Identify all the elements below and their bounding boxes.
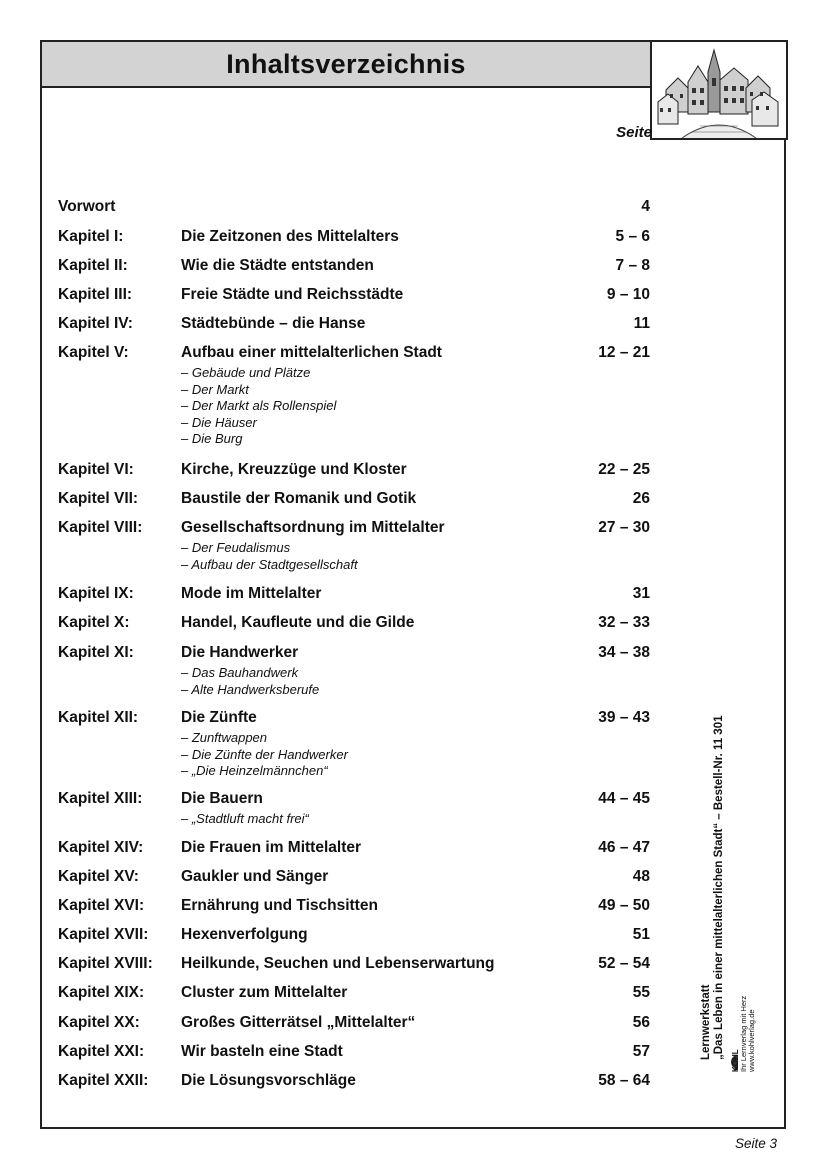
- toc-subtopic: – Der Feudalismus: [181, 540, 291, 555]
- toc-entry-pages: 39 – 43: [598, 709, 650, 726]
- toc-subtopic: – Die Burg: [181, 431, 243, 447]
- toc-entry-label: Kapitel IV:: [58, 315, 133, 332]
- toc-entry-pages: 22 – 25: [598, 461, 650, 478]
- toc-entry: [58, 228, 650, 246]
- toc-entry-label: Kapitel II:: [58, 257, 128, 274]
- toc-entry: [58, 984, 650, 1002]
- toc-entry: [58, 614, 650, 632]
- toc-entry-title: Die Frauen im Mittelalter: [181, 839, 362, 856]
- page-number: Seite 3: [734, 1136, 777, 1151]
- toc-entry-title: Gesellschaftsordnung im Mittelalter: [181, 519, 445, 536]
- toc-entry-title: Gaukler und Sänger: [181, 868, 329, 885]
- toc-entry: [58, 1072, 650, 1090]
- toc-entry-pages: 48: [632, 868, 650, 885]
- toc-entry-pages: 12 – 21: [598, 344, 650, 361]
- toc-entry-title: Ernährung und Tischsitten: [181, 897, 378, 914]
- toc-entry-pages: 27 – 30: [598, 519, 650, 536]
- toc-subtopic: – Der Markt: [181, 381, 249, 397]
- toc-entry-pages: 9 – 10: [606, 286, 650, 303]
- toc-entry-pages: 56: [632, 1014, 650, 1031]
- toc-subtopic: – Der Markt als Rollenspiel: [181, 398, 337, 414]
- toc-entry-pages: 5 – 6: [615, 228, 650, 245]
- toc-entry-pages: 46 – 47: [598, 839, 650, 856]
- toc-entry-label: Kapitel X:: [58, 614, 130, 631]
- medieval-town-illustration: [650, 40, 788, 140]
- toc-entry-label: Kapitel VII:: [58, 490, 139, 507]
- toc-entry-pages: 31: [632, 585, 650, 602]
- page-title: Inhaltsverzeichnis: [226, 48, 466, 79]
- toc-entry: [58, 868, 650, 886]
- toc-entry-pages: 57: [632, 1043, 650, 1060]
- toc-entry-title: Aufbau einer mittelalterlichen Stadt: [181, 344, 442, 361]
- publisher-logo-text: [732, 996, 756, 1072]
- toc-entry-pages: 55: [632, 984, 650, 1001]
- toc-entry-pages: 44 – 45: [598, 790, 650, 807]
- toc-entry-label: Kapitel XIV:: [58, 839, 144, 856]
- toc-entry-label: Kapitel XIX:: [58, 984, 145, 1001]
- toc-entry-title: Wir basteln eine Stadt: [181, 1043, 343, 1060]
- toc-entry: [58, 344, 650, 448]
- toc-entry: [58, 1014, 650, 1032]
- toc-subtopics: [181, 540, 650, 573]
- toc-entry-label: Kapitel XIII:: [58, 790, 143, 807]
- toc-entry-label: Kapitel XVIII:: [58, 955, 153, 972]
- toc-entry-title: [181, 198, 570, 216]
- toc-subtopic: – Die Häuser: [181, 414, 257, 430]
- toc-entry-label: Kapitel XVII:: [58, 926, 149, 943]
- toc-entry: [58, 286, 650, 304]
- toc-entry-title: Heilkunde, Seuchen und Lebenserwartung: [181, 955, 495, 972]
- toc-entry-pages: 51: [632, 926, 650, 943]
- publisher-name: KOHL: [731, 1049, 740, 1072]
- toc-entry: [58, 897, 650, 915]
- toc-subtopic: – Aufbau der Stadtgesellschaft: [181, 556, 358, 572]
- toc-entry-label: Kapitel V:: [58, 344, 129, 361]
- toc-entry-title: Wie die Städte entstanden: [181, 257, 374, 274]
- toc-entry-label: Vorwort: [58, 198, 116, 215]
- toc-entry-label: Kapitel VIII:: [58, 519, 143, 536]
- toc-entry-title: Die Handwerker: [181, 644, 299, 661]
- toc-entry-title: Cluster zum Mittelalter: [181, 984, 348, 1001]
- toc-subtopics: [181, 365, 650, 448]
- toc-entry-pages: 32 – 33: [598, 614, 650, 631]
- toc-entry-title: Städtebünde – die Hanse: [181, 315, 366, 332]
- toc-subtopics: [181, 811, 650, 828]
- toc-subtopic: – Die Zünfte der Handwerker: [181, 746, 348, 762]
- toc-entry-label: Kapitel IX:: [58, 585, 134, 602]
- book-title-order-number: „Das Leben in einer mittelalterlichen Stadt“ – Bestell-Nr. 11 301: [713, 715, 725, 1060]
- toc-subtopic: – Gebäude und Plätze: [181, 365, 311, 380]
- page-column-header: Seite: [616, 124, 652, 141]
- toc-entry-title: Hexenverfolgung: [181, 926, 308, 943]
- toc-entry: [58, 790, 650, 828]
- toc-entry-pages: 52 – 54: [598, 955, 650, 972]
- toc-subtopic: – Das Bauhandwerk: [181, 665, 299, 680]
- toc-entry-pages: 49 – 50: [598, 897, 650, 914]
- toc-entry-label: Kapitel XI:: [58, 644, 134, 661]
- toc-subtopic: – „Die Heinzelmännchen“: [181, 763, 328, 779]
- toc-entry-pages: 11: [633, 315, 650, 332]
- toc-subtopics: [181, 665, 650, 698]
- toc-entry-label: Kapitel XVI:: [58, 897, 145, 914]
- toc-entry-label: Kapitel VI:: [58, 461, 134, 478]
- toc-entry: [58, 926, 650, 944]
- series-name: Lernwerkstatt: [700, 984, 712, 1060]
- toc-entry: [58, 315, 650, 333]
- toc-entry-pages: 4: [641, 198, 650, 215]
- toc-entry-title: Freie Städte und Reichsstädte: [181, 286, 404, 303]
- toc-entry-label: Kapitel XXII:: [58, 1072, 149, 1089]
- publisher-url: www.kohlverlag.de: [747, 1009, 756, 1072]
- toc-entry-title: Mode im Mittelalter: [181, 585, 322, 602]
- toc-entry-label: Kapitel XXI:: [58, 1043, 145, 1060]
- toc-entry-pages: 26: [632, 490, 650, 507]
- publication-info: [700, 716, 726, 1061]
- toc-entry: [58, 585, 650, 603]
- toc-entry-title: Kirche, Kreuzzüge und Kloster: [181, 461, 407, 478]
- toc-subtopic: – Zunftwappen: [181, 730, 268, 745]
- toc-entry-label: Kapitel III:: [58, 286, 133, 303]
- toc-entry-pages: 58 – 64: [598, 1072, 650, 1089]
- toc-entry: [58, 1043, 650, 1061]
- toc-entry-label: Kapitel XV:: [58, 868, 139, 885]
- toc-entry-pages: 34 – 38: [598, 644, 650, 661]
- toc-entry: [58, 955, 650, 973]
- toc-entry-title: Baustile der Romanik und Gotik: [181, 490, 417, 507]
- toc-entry-pages: 7 – 8: [615, 257, 650, 274]
- toc-entry-title: Großes Gitterrätsel „Mittelalter“: [181, 1014, 416, 1031]
- toc-subtopic: – „Stadtluft macht frei“: [181, 811, 309, 826]
- toc-entry: [58, 257, 650, 275]
- toc-entry-label: Kapitel XX:: [58, 1014, 140, 1031]
- toc-entry: [58, 198, 650, 216]
- toc-entry-title: Die Lösungsvorschläge: [181, 1072, 356, 1089]
- title-bar: [42, 42, 650, 88]
- toc-entry: [58, 709, 650, 780]
- toc-entry-title: Die Bauern: [181, 790, 263, 807]
- toc-entry: [58, 839, 650, 857]
- toc-entry: [58, 461, 650, 479]
- toc-entry: [58, 519, 650, 573]
- toc-entry: [58, 644, 650, 698]
- toc-entry-label: Kapitel XII:: [58, 709, 139, 726]
- toc-entry-title: Handel, Kaufleute und die Gilde: [181, 614, 415, 631]
- toc-entry-title: Die Zünfte: [181, 709, 257, 726]
- toc-entry: [58, 490, 650, 508]
- toc-entry-label: Kapitel I:: [58, 228, 124, 245]
- toc-subtopics: [181, 730, 650, 780]
- publisher-slogan: Ihr Lernverlag mit Herz: [739, 995, 748, 1072]
- toc-subtopic: – Alte Handwerksberufe: [181, 681, 320, 697]
- toc-entry-title: Die Zeitzonen des Mittelalters: [181, 228, 399, 245]
